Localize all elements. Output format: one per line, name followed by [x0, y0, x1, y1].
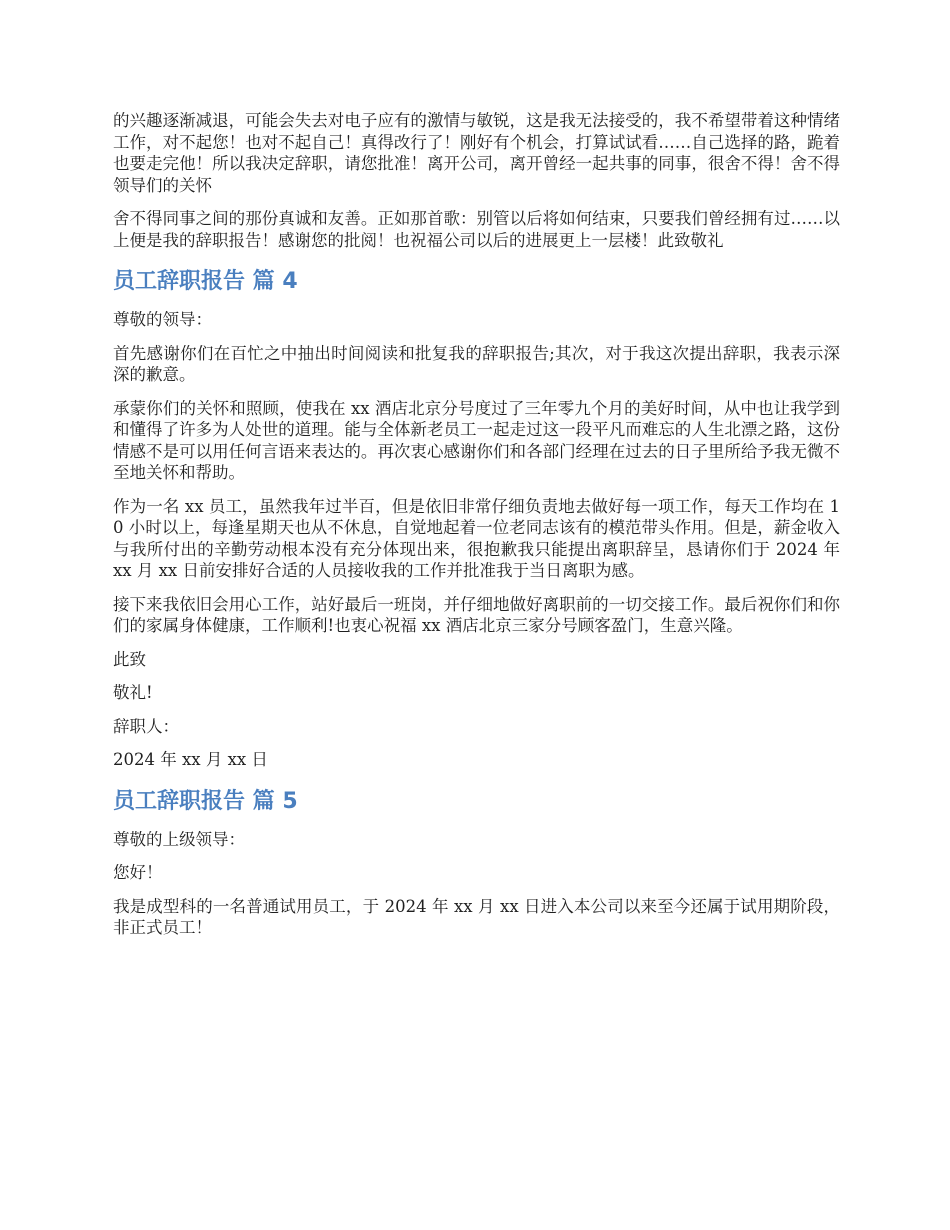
- greeting: 您好！: [113, 863, 163, 882]
- paragraph: 承蒙你们的关怀和照顾，使我在 xx 酒店北京分号度过了三年零九个月的美好时间，从中也让我学到和懂得了许多为人处世的道理。能与全体新老员工一起走过这一段平凡而难忘的人生北漂之路，这份情感不是可以用任何言语来表达的。再次衷心感谢你们和各部门经理在过去的日子里所给予我无微不至地关怀和帮助。: [113, 398, 840, 482]
- closing-line: 此致: [113, 649, 146, 669]
- signature-label: 辞职人：: [113, 716, 179, 736]
- date-line: 2024 年 xx 月 xx 日: [113, 750, 268, 769]
- paragraph: 的兴趣逐渐减退，可能会失去对电子应有的激情与敏锐，这是我无法接受的，我不希望带着这种情绪工作，对不起您！也对不起自己！真得改行了！刚好有个机会，打算试试看……自己选择的路，跪着也要走完他！所以我决定辞职，请您批准！离开公司，离开曾经一起共事的同事，很舍不得！舍不得领导们的关怀: [113, 111, 840, 195]
- paragraph: 舍不得同事之间的那份真诚和友善。正如那首歌：别管以后将如何结束，只要我们曾经拥有过……以上便是我的辞职报告！感谢您的批阅！也祝福公司以后的进展更上一层楼！此致敬礼: [113, 209, 840, 250]
- paragraph: 作为一名 xx 员工，虽然我年过半百，但是依旧非常仔细负责地去做好每一项工作，每天工作均在 10 小时以上，每逢星期天也从不休息，自觉地起着一位老同志该有的模范带头作用。但是，薪金收入与我所付出的辛勤劳动根本没有充分体现出来，很抱歉我只能提出离职辞呈，恳请你们于 2024 年 xx 月 xx 日前安排好合适的人员接收我的工作并批准我于当日离职为感。: [113, 496, 840, 580]
- paragraph: 我是成型科的一名普通试用员工，于 2024 年 xx 月 xx 日进入本公司以来至今还属于试用期阶段，非正式员工！: [113, 896, 840, 937]
- paragraph: 首先感谢你们在百忙之中抽出时间阅读和批复我的辞职报告;其次，对于我这次提出辞职，我表示深深的歉意。: [113, 343, 840, 384]
- salutation: 尊敬的领导：: [113, 310, 212, 329]
- closing-line: 敬礼!: [113, 683, 153, 702]
- section-heading-5: 员工辞职报告 篇 5: [113, 788, 298, 814]
- paragraph: 接下来我依旧会用心工作，站好最后一班岗，并仔细地做好离职前的一切交接工作。最后祝你们和你们的家属身体健康，工作顺利!也衷心祝福 xx 酒店北京三家分号顾客盈门，生意兴隆。: [113, 594, 840, 635]
- salutation: 尊敬的上级领导：: [113, 829, 245, 849]
- section-heading-4: 员工辞职报告 篇 4: [113, 269, 298, 294]
- document-page: [113, 110, 840, 951]
